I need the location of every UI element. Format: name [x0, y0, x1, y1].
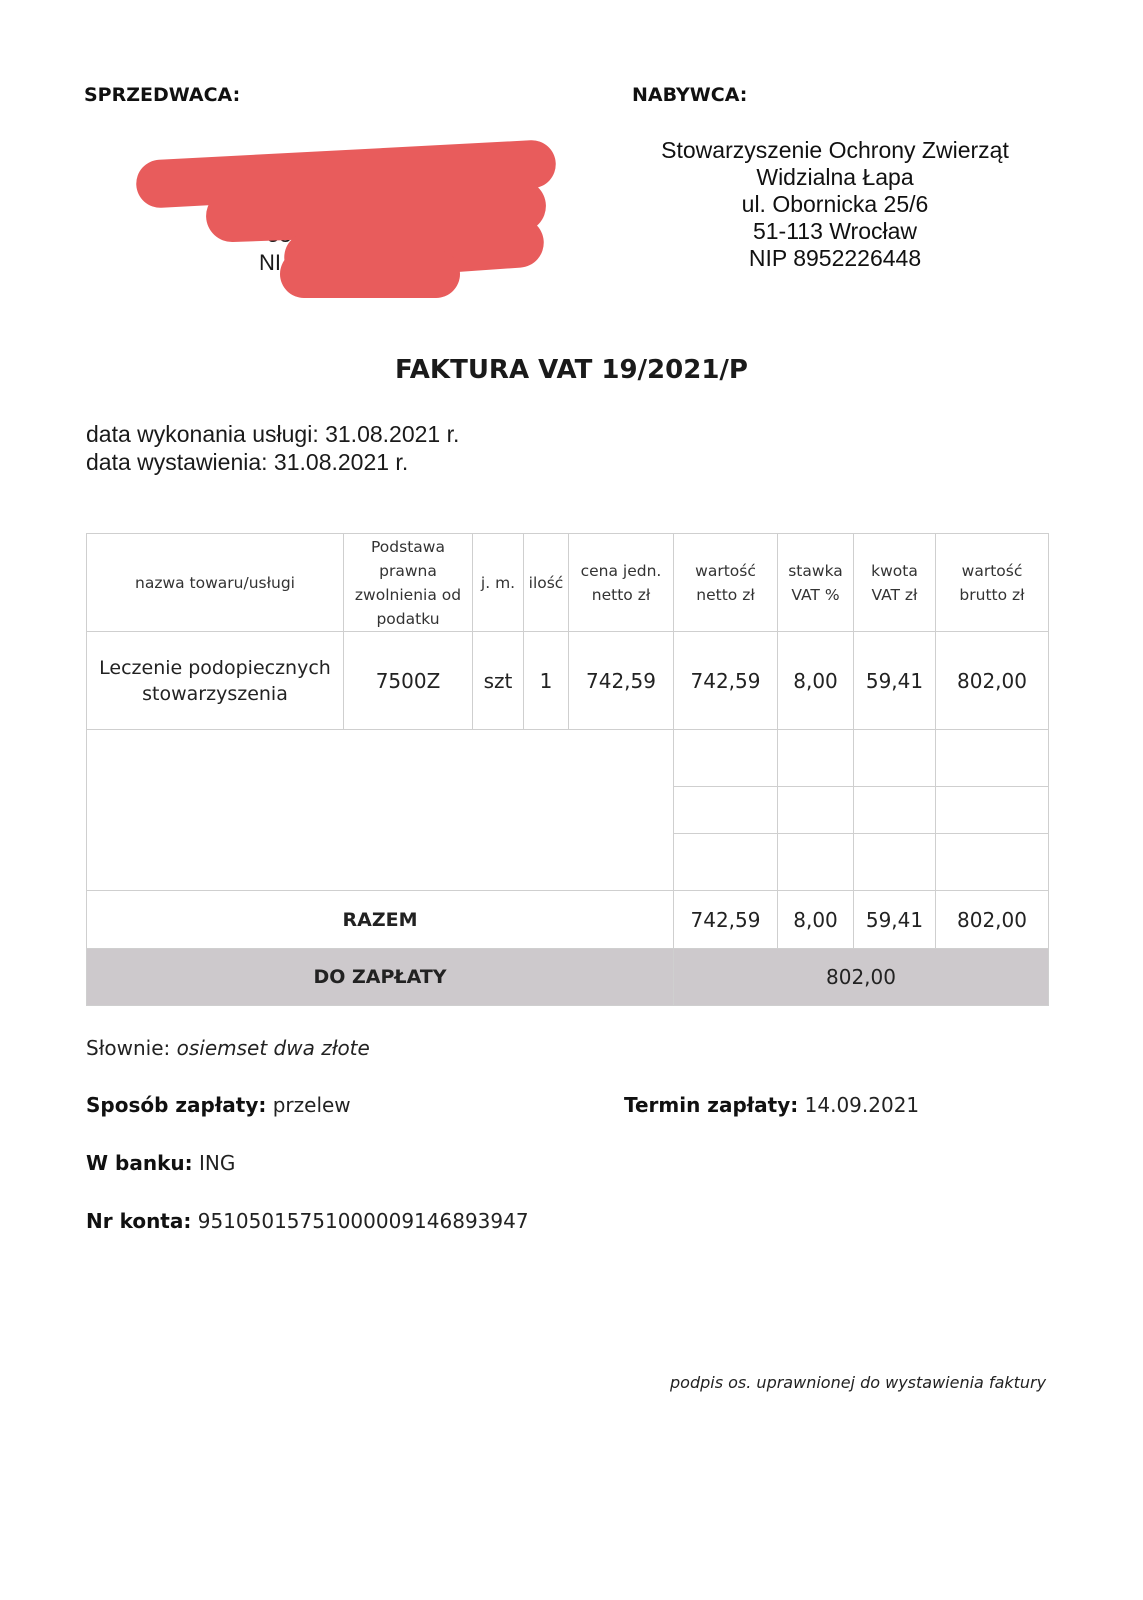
header-cell: nazwa towaru/usługi: [87, 534, 344, 632]
header-cell: wartość brutto zł: [936, 534, 1049, 632]
buyer-city: 51-113 Wrocław: [752, 218, 918, 244]
empty-cell: [778, 730, 854, 787]
empty-cell: [674, 787, 778, 834]
header-cell: cena jedn. netto zł: [569, 534, 674, 632]
payment-due: [624, 1093, 919, 1117]
empty-cell: [674, 834, 778, 891]
account-value: 95105015751000009146893947: [197, 1209, 529, 1233]
empty-cell: [778, 787, 854, 834]
service-date: data wykonania usługi: 31.08.2021 r.: [86, 421, 460, 447]
account-number: [86, 1209, 529, 1233]
words-label: Słownie:: [86, 1036, 171, 1060]
total-gross: 802,00: [936, 891, 1049, 949]
to-pay-value: 802,00: [674, 949, 1049, 1006]
buyer-street: ul. Obornicka 25/6: [741, 191, 929, 217]
invoice-title: FAKTURA VAT 19/2021/P: [395, 355, 748, 385]
total-net: 742,59: [674, 891, 778, 949]
item-gross-value: 802,00: [936, 632, 1049, 730]
header-cell: j. m.: [473, 534, 524, 632]
header-cell: wartość netto zł: [674, 534, 778, 632]
total-label: RAZEM: [87, 891, 674, 949]
seller-label: SPRZEDWACA:: [84, 84, 241, 106]
item-quantity: 1: [524, 632, 569, 730]
header-cell: kwota VAT zł: [854, 534, 936, 632]
total-vat-amount: 59,41: [854, 891, 936, 949]
to-pay-label: DO ZAPŁATY: [87, 949, 674, 1006]
empty-cell: [778, 834, 854, 891]
header-cell: Podstawa prawna zwolnienia od podatku: [344, 534, 473, 632]
buyer-nip: NIP 8952226448: [748, 245, 922, 271]
issue-date: data wystawienia: 31.08.2021 r.: [86, 449, 409, 475]
item-vat-amount: 59,41: [854, 632, 936, 730]
bank: [86, 1151, 235, 1175]
header-cell: ilość: [524, 534, 569, 632]
buyer-address: [620, 137, 1050, 272]
empty-cell: [854, 834, 936, 891]
buyer-name: Stowarzyszenie Ochrony Zwierząt: [661, 137, 1009, 163]
table-row: [87, 632, 1049, 730]
total-row: [87, 891, 1049, 949]
seller-fragment-nip: NI: [259, 250, 281, 275]
item-net-value: 742,59: [674, 632, 778, 730]
invoice-dates: [86, 420, 459, 476]
due-value: 14.09.2021: [804, 1093, 920, 1117]
item-name: Leczenie podopiecznych stowarzyszenia: [87, 632, 344, 730]
table-header-row: [87, 534, 1049, 632]
empty-cell: [674, 730, 778, 787]
item-unit: szt: [473, 632, 524, 730]
method-value: przelew: [272, 1093, 351, 1117]
words-value: osiemset dwa złote: [176, 1036, 370, 1060]
empty-cell: [936, 787, 1049, 834]
invoice-table: [86, 533, 1049, 1006]
seller-address-redacted: [84, 130, 574, 310]
empty-cell: [936, 834, 1049, 891]
bank-value: ING: [198, 1151, 236, 1175]
header-cell: stawka VAT %: [778, 534, 854, 632]
signature-caption: podpis os. uprawnionej do wystawienia faktury: [670, 1373, 1047, 1392]
payment-method: [86, 1093, 351, 1117]
total-vat-rate: 8,00: [778, 891, 854, 949]
empty-cell: [936, 730, 1049, 787]
empty-row: [87, 730, 1049, 787]
empty-cell: [854, 787, 936, 834]
redaction-mark: [280, 250, 460, 298]
account-label: Nr konta:: [86, 1209, 192, 1233]
item-unit-price: 742,59: [569, 632, 674, 730]
to-pay-row: [87, 949, 1049, 1006]
due-label: Termin zapłaty:: [624, 1093, 799, 1117]
method-label: Sposób zapłaty:: [86, 1093, 267, 1117]
empty-cell: [87, 730, 674, 891]
amount-in-words: [86, 1036, 370, 1060]
bank-label: W banku:: [86, 1151, 193, 1175]
item-vat-rate: 8,00: [778, 632, 854, 730]
item-legal-basis: 7500Z: [344, 632, 473, 730]
buyer-label: NABYWCA:: [632, 84, 748, 106]
buyer-name-2: Widzialna Łapa: [756, 164, 914, 190]
empty-cell: [854, 730, 936, 787]
